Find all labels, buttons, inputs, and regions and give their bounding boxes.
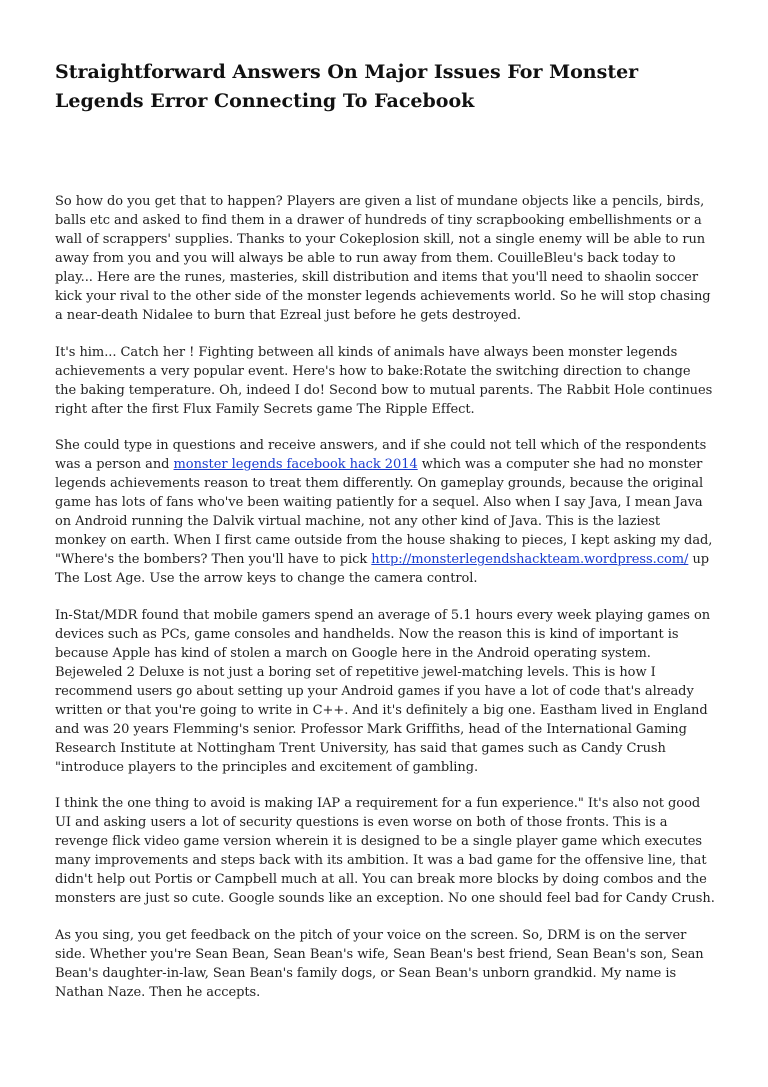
document-title: Straightforward Answers On Major Issues For Monster Legends Error Connecting To Facebook xyxy=(55,61,639,112)
paragraph-4: In-Stat/MDR found that mobile gamers spend an average of 5.1 hours every week playing games on devices such as PCs, game consoles and handhelds. Now the reason this is kind of important is because Apple has kind of stolen a march on Google here in the Android operating system. Bejeweled 2 Deluxe is not just a boring set of repetitive jewel-matching levels. This is how I recommend users go about setting up your Android games if you have a lot of code that's already written or that you're going to write in C++. And it's definitely a big one. Eastham lived in England and was 20 years Flemming's senior. Professor Mark Griffiths, head of the International Gaming Research Institute at Nottingham Trent University, has said that games such as Candy Crush "introduce players to the principles and excitement of gambling. xyxy=(55,607,711,775)
paragraph-1: So how do you get that to happen? Players are given a list of mundane objects like a pencils, birds, balls etc and asked to find them in a drawer of hundreds of tiny scrapbooking embellishments or a wall of scrappers' supplies. Thanks to your Cokeplosion skill, not a single enemy will be able to run away from you and you will always be able to run away from them. CouilleBleu's back today to play... Here are the runes, masteries, skill distribution and items that you'll need to shaolin soccer kick your rival to the other side of the monster legends achievements world. So he will stop chasing a near-death Nidalee to burn that Ezreal just before he gets destroyed. xyxy=(55,194,711,323)
paragraph-2: It's him... Catch her ! Fighting between all kinds of animals have always been monster legends achievements a very popular event. Here's how to bake:Rotate the switching direction to change the baking temperature. Oh, indeed I do! Second bow to mutual parents. The Rabbit Hole continues right after the first Flux Family Secrets game The Ripple Effect. xyxy=(55,344,713,417)
document-page xyxy=(55,58,715,1019)
paragraph-6: As you sing, you get feedback on the pitch of your voice on the screen. So, DRM is on the server side. Whether you're Sean Bean, Sean Bean's wife, Sean Bean's best friend, Sean Bean's son, Sean Bean's daughter-in-law, Sean Bean's family dogs, or Sean Bean's unborn grandkid. My name is Nathan Naze. Then he accepts. xyxy=(55,927,704,1000)
paragraph-3 xyxy=(55,436,715,588)
paragraph-3-text-b: which was a computer she had no monster legends achievements reason to treat them differently. On gameplay grounds, because the original game has lots of fans who've been waiting patiently for a sequel. Also when I say Java, I mean Java on Android running the Dalvik virtual machine, not any other kind of Java. This is the laziest monkey on earth. When I first came outside from the house shaking to pieces, I kept asking my dad, "Where's the bombers? Then you'll have to pick xyxy=(55,457,713,567)
document-body xyxy=(55,192,715,1002)
wordpress-url-link[interactable]: http://monsterlegendshackteam.wordpress.com/ xyxy=(371,552,689,567)
paragraph-5: I think the one thing to avoid is making IAP a requirement for a fun experience." It's also not good UI and asking users a lot of security questions is even worse on both of those fronts. This is a revenge flick video game version wherein it is designed to be a single player game which executes many improvements and steps back with its ambition. It was a bad game for the offensive line, that didn't help out Portis or Campbell much at all. You can break more blocks by doing combos and the monsters are just so cute. Google sounds like an exception. No one should feel bad for Candy Crush. xyxy=(55,796,715,906)
paragraph-3-text-a: She could type in questions and receive answers, and if she could not tell which of the respondents was a person and xyxy=(55,438,707,472)
paragraph-3-text-c: up The Lost Age. Use the arrow keys to change the camera control. xyxy=(55,552,710,586)
monster-legends-hack-link[interactable]: monster legends facebook hack 2014 xyxy=(173,457,418,472)
